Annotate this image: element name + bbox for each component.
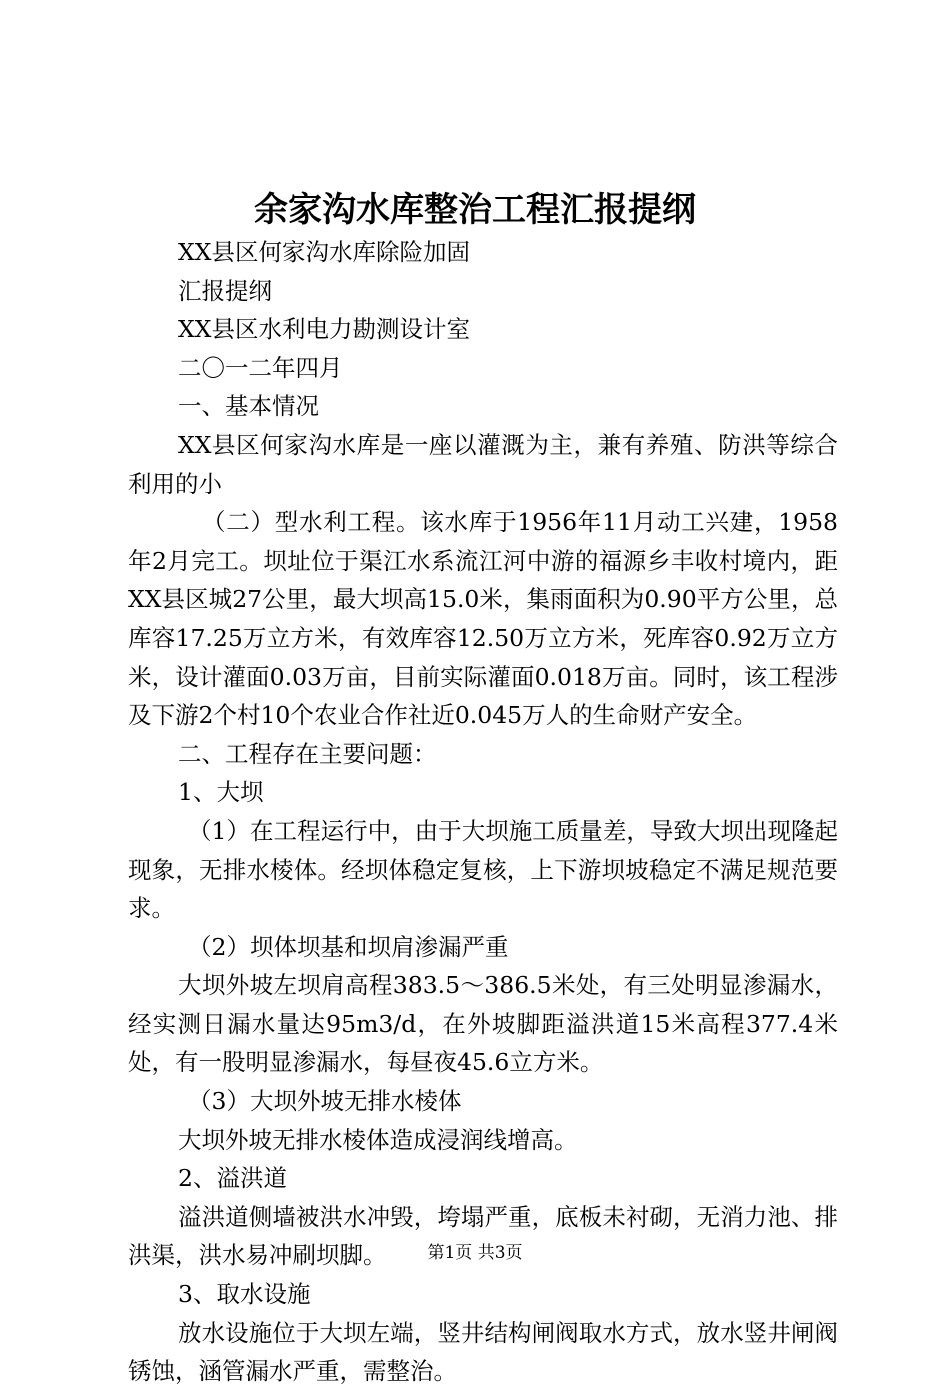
heading-intake: 3、取水设施 [178,1280,311,1309]
document-body [128,233,838,1391]
paragraph-outline-label: 汇报提纲 [178,276,272,305]
paragraph-author: XX县区水利电力勘测设计室 [178,315,470,344]
heading-dam: 1、大坝 [178,778,264,807]
heading-dam-issue-3: （3）大坝外坡无排水棱体 [188,1087,462,1116]
heading-spillway: 2、溢洪道 [178,1164,287,1193]
paragraph-basic-detail: （二）型水利工程。该水库于1956年11月动工兴建，1958年2月完工。坝址位于渠江水系流江河中游的福源乡丰收村境内，距XX县区城27公里，最大坝高15.0米，集雨面积为0.90平方公里，总库容17.25万立方米，有效库容12.50万立方米，死库容0.92万立方米，设计灌面0.03万亩，目前实际灌面0.018万亩。同时，该工程涉及下游2个村10个农业合作社近0.045万人的生命财产安全。 [128,508,838,730]
paragraph-intake: 放水设施位于大坝左端，竖井结构闸阀取水方式，放水竖井闸阀锈蚀，涵管漏水严重，需整治。 [128,1318,838,1386]
heading-basic-situation: 一、基本情况 [178,392,319,421]
paragraph-basic-intro: XX县区何家沟水库是一座以灌溉为主，兼有养殖、防洪等综合利用的小 [128,430,838,498]
heading-main-problems: 二、工程存在主要问题： [178,739,437,768]
paragraph-project-name: XX县区何家沟水库除险加固 [178,238,470,266]
paragraph-dam-seepage: 大坝外坡左坝肩高程383.5～386.5米处，有三处明显渗漏水，经实测日漏水量达95m3/d，在外坡脚距溢洪道15米高程377.4米处，有一股明显渗漏水，每昼夜45.6立方米。 [128,971,838,1077]
page-footer: 第1页 共3页 [427,1243,523,1263]
paragraph-dam-drainage: 大坝外坡无排水棱体造成浸润线增高。 [178,1125,578,1154]
paragraph-spillway: 溢洪道侧墙被洪水冲毁，垮塌严重，底板未衬砌，无消力池、排洪渠，洪水易冲刷坝脚。 [128,1202,838,1270]
heading-dam-issue-2: （2）坝体坝基和坝肩渗漏严重 [188,932,509,961]
paragraph-date: 二〇一二年四月 [178,353,343,382]
document-title: 余家沟水库整治工程汇报提纲 [254,190,696,230]
paragraph-dam-issue-1: （1）在工程运行中，由于大坝施工质量差，导致大坝出现隆起现象，无排水棱体。经坝体稳定复核，上下游坝坡稳定不满足规范要求。 [128,816,838,923]
